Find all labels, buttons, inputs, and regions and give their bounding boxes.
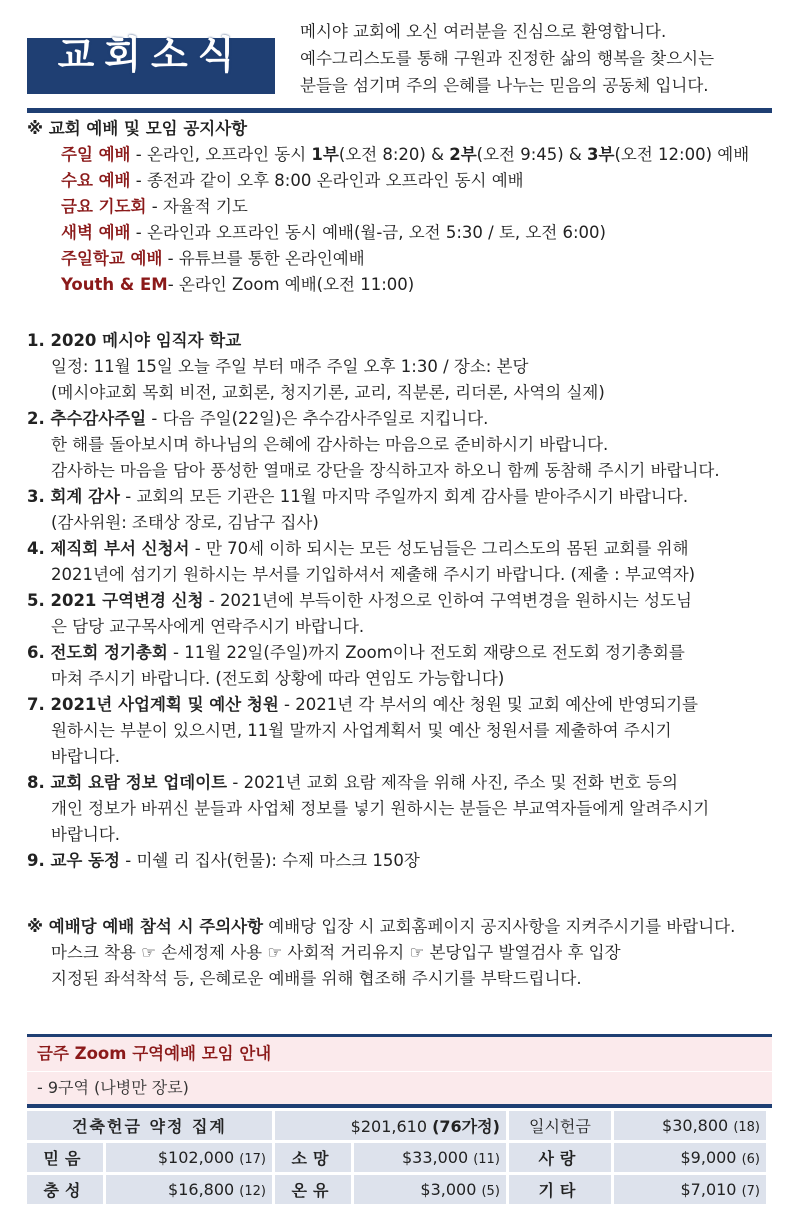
caution-section (27, 914, 787, 992)
worship-name: 주일학교 예배 (61, 249, 163, 268)
notice-line: (메시야교회 목회 비전, 교회론, 청지기론, 교리, 직분론, 리더론, 사역의 실제) (51, 383, 605, 402)
fund-value (614, 1143, 766, 1172)
worship-item (27, 194, 787, 220)
notice-line: 감사하는 마음을 담아 풍성한 열매로 강단을 장식하고자 하오니 함께 동참해 주시기 바랍니다. (51, 461, 720, 480)
fund-summary-value (275, 1111, 506, 1140)
fund-count: (11) (473, 1152, 500, 1167)
worship-item-sunday (27, 142, 787, 168)
notice-line: 바랍니다. (51, 747, 121, 766)
notice-text: - 교회의 모든 기관은 11월 마지막 주일까지 회계 감사를 받아주시기 바랍니다. (120, 487, 689, 506)
fund-value (614, 1111, 766, 1140)
worship-name: 수요 예배 (61, 171, 131, 190)
notice-item (27, 328, 787, 406)
worship-name: 금요 기도회 (61, 197, 147, 216)
worship-section (27, 116, 787, 298)
notice-title: 4. 제직회 부서 신청서 (27, 539, 190, 558)
notice-line: (감사위원: 조태상 장로, 김남구 집사) (51, 513, 319, 532)
fund-count: (12) (239, 1184, 266, 1199)
welcome-message (300, 18, 770, 99)
notice-title: 8. 교회 요람 정보 업데이트 (27, 773, 228, 792)
caution-line: 지정된 좌석착석 등, 은혜로운 예배를 위해 협조해 주시기를 부탁드립니다. (51, 969, 582, 988)
notice-item (27, 588, 787, 640)
notice-line: 한 해를 돌아보시며 하나님의 은혜에 감사하는 마음으로 준비하시기 바랍니다. (51, 435, 609, 454)
notice-title: 9. 교우 동정 (27, 851, 120, 870)
notice-text: - 만 70세 이하 되시는 모든 성도님들은 그리스도의 몸된 교회를 위해 (189, 539, 689, 558)
fund-label: 소망 (275, 1143, 351, 1172)
worship-text: - 자율적 기도 (146, 197, 248, 216)
welcome-line: 예수그리스도를 통해 구원과 진정한 삶의 행복을 찾으시는 (300, 49, 715, 68)
notice-item (27, 484, 787, 536)
notice-title: 3. 회계 감사 (27, 487, 120, 506)
fund-label: 사랑 (509, 1143, 611, 1172)
caution-text: 예배당 입장 시 교회홈페이지 공지사항을 지켜주시기를 바랍니다. (263, 917, 736, 936)
sunday-part-time: (오전 12:00) 예배 (614, 145, 750, 164)
fund-count: (18) (733, 1120, 760, 1135)
notice-text: - 2021년 교회 요람 제작을 위해 사진, 주소 및 전화 번호 등의 (227, 773, 678, 792)
fund-label: 온유 (275, 1175, 351, 1204)
sunday-part-label: 1부 (311, 145, 339, 164)
fund-label: 충성 (27, 1175, 103, 1204)
notice-line: 개인 정보가 바뀌신 분들과 사업체 정보를 넣기 원하시는 분들은 부교역자들에게 알려주시기 (51, 799, 710, 818)
worship-name: 새벽 예배 (61, 223, 131, 242)
notice-item (27, 770, 787, 848)
fund-value (354, 1175, 506, 1204)
worship-item (27, 168, 787, 194)
sunday-part-time: (오전 9:45) & (476, 145, 588, 164)
worship-item (27, 220, 787, 246)
notice-title: 2. 추수감사주일 (27, 409, 147, 428)
notice-line: 바랍니다. (51, 825, 121, 844)
worship-text: - 온라인, 오프라인 동시 (130, 145, 312, 164)
worship-item (27, 272, 787, 298)
welcome-line: 메시야 교회에 오신 여러분을 진심으로 환영합니다. (300, 22, 667, 41)
fund-amount: $9,000 (680, 1148, 737, 1167)
table-row (27, 1175, 766, 1204)
fund-amount: $16,800 (168, 1180, 235, 1199)
worship-name: Youth & EM (61, 275, 168, 294)
fund-count: (6) (741, 1152, 760, 1167)
notice-text: - 다음 주일(22일)은 추수감사주일로 지킵니다. (146, 409, 489, 428)
notice-line: 은 담당 교구목사에게 연락주시기 바랍니다. (51, 617, 365, 636)
fund-value (354, 1143, 506, 1172)
notice-line: 원하시는 부분이 있으시면, 11월 말까지 사업계획서 및 예산 청원서를 제출하여 주시기 (51, 721, 672, 740)
worship-text: - 온라인과 오프라인 동시 예배(월-금, 오전 5:30 / 토, 오전 6:00) (130, 223, 606, 242)
notice-text: - 미쉘 리 집사(헌물): 수제 마스크 150장 (120, 851, 420, 870)
caution-heading: ※ 예배당 예배 참석 시 주의사항 (27, 917, 264, 936)
notice-line: 일정: 11월 15일 오늘 주일 부터 매주 주일 오후 1:30 / 장소: 본당 (51, 357, 529, 376)
fund-label: 일시헌금 (509, 1111, 611, 1140)
fund-count: (17) (239, 1152, 266, 1167)
notice-item (27, 692, 787, 770)
worship-text: - 온라인 Zoom 예배(오전 11:00) (167, 275, 415, 294)
notice-title: 1. 2020 메시야 임직자 학교 (27, 331, 242, 350)
zoom-and-fund (27, 1034, 772, 1207)
fund-label: 기타 (509, 1175, 611, 1204)
table-row (27, 1111, 766, 1140)
notice-item (27, 406, 787, 484)
welcome-line: 분들을 섬기며 주의 은혜를 나누는 믿음의 공동체 입니다. (300, 76, 709, 95)
fund-value (106, 1143, 272, 1172)
fund-amount: $102,000 (157, 1148, 235, 1167)
notice-item (27, 536, 787, 588)
sunday-part-label: 2부 (449, 145, 477, 164)
fund-amount: $30,800 (662, 1116, 729, 1135)
fund-summary-amount: $201,610 (350, 1117, 427, 1136)
fund-summary-count: (76가정) (432, 1117, 500, 1136)
fund-amount: $33,000 (401, 1148, 469, 1167)
fund-summary-label: 건축헌금 약정 집계 (27, 1111, 272, 1140)
worship-item (27, 246, 787, 272)
worship-text: - 종전과 같이 오후 8:00 온라인과 오프라인 동시 예배 (130, 171, 524, 190)
table-row (27, 1143, 766, 1172)
notice-title: 5. 2021 구역변경 신청 (27, 591, 204, 610)
notice-line: 마쳐 주시기 바랍니다. (전도회 상황에 따라 연임도 가능합니다) (51, 669, 505, 688)
worship-name: 주일 예배 (61, 145, 131, 164)
zoom-title: 금주 Zoom 구역예배 모임 안내 (27, 1037, 772, 1072)
worship-heading: ※ 교회 예배 및 모임 공지사항 (27, 119, 248, 138)
notice-list (27, 328, 787, 874)
caution-line: 마스크 착용 ☞ 손세정제 사용 ☞ 사회적 거리유지 ☞ 본당입구 발열검사 후 입장 (51, 943, 621, 962)
page-title: 교회소식 (57, 32, 245, 77)
worship-text: - 유튜브를 통한 온라인예배 (162, 249, 365, 268)
header-divider (27, 108, 772, 113)
fund-table (24, 1108, 769, 1207)
fund-label: 믿음 (27, 1143, 103, 1172)
notice-item (27, 640, 787, 692)
fund-count: (5) (481, 1184, 500, 1199)
notice-title: 6. 전도회 정기총회 (27, 643, 168, 662)
notice-text: - 11월 22일(주일)까지 Zoom이나 전도회 재량으로 전도회 정기총회를 (167, 643, 685, 662)
fund-value (106, 1175, 272, 1204)
fund-amount: $3,000 (420, 1180, 477, 1199)
notice-text: - 2021년 각 부서의 예산 청원 및 교회 예산에 반영되기를 (278, 695, 698, 714)
notice-item (27, 848, 787, 874)
notice-text: - 2021년에 부득이한 사정으로 인하여 구역변경을 원하시는 성도님 (203, 591, 692, 610)
notice-line: 2021년에 섬기기 원하시는 부서를 기입하셔서 제출해 주시기 바랍니다. (제출 : 부교역자) (51, 565, 696, 584)
fund-count: (7) (741, 1184, 760, 1199)
fund-amount: $7,010 (680, 1180, 737, 1199)
sunday-part-time: (오전 8:20) & (338, 145, 450, 164)
zoom-item: - 9구역 (나병만 장로) (27, 1072, 772, 1104)
notice-title: 7. 2021년 사업계획 및 예산 청원 (27, 695, 279, 714)
fund-value (614, 1175, 766, 1204)
sunday-part-label: 3부 (587, 145, 615, 164)
